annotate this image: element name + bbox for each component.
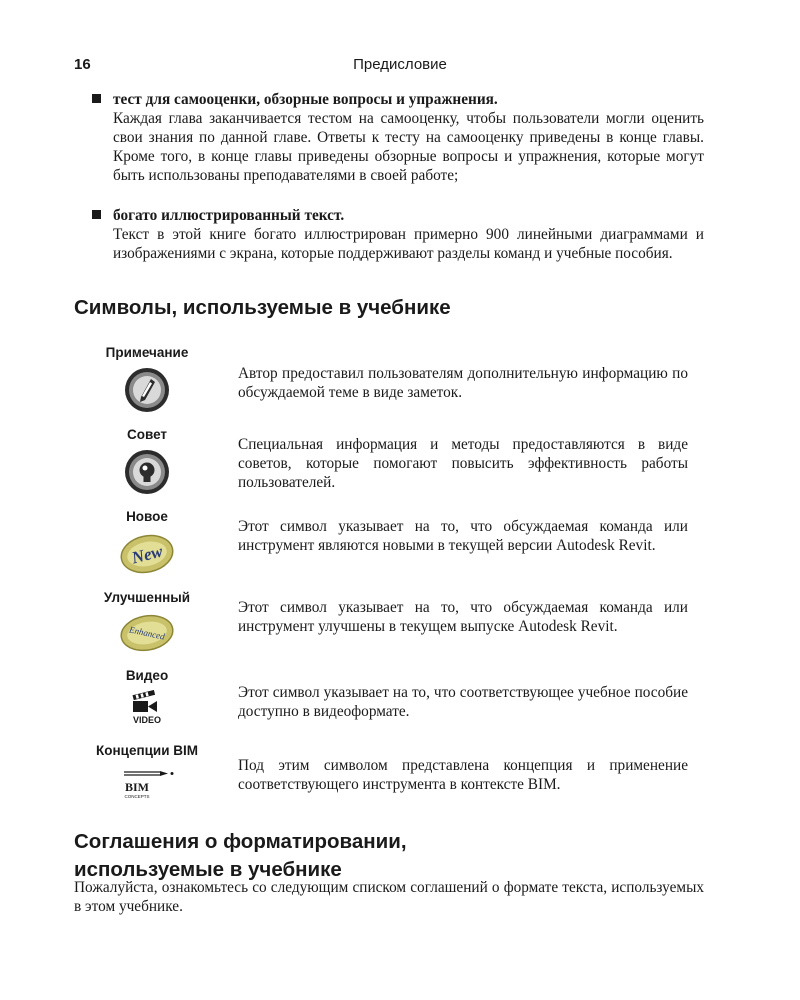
list-item-heading: тест для самооценки, обзорные вопросы и упражнения.	[113, 91, 498, 108]
list-item-text: Каждая глава заканчивается тестом на самооценку, чтобы пользователи могли оценить свои знания по данной главе. Ответы к тесту на самооценку приведены в конце главы. Кроме того, в конце главы приведены обзорные вопросы и упражнения, которые могут быть использованы преподавателями в своей работе;	[113, 110, 704, 184]
symbol-label-note: Примечание	[105, 345, 189, 360]
section-intro: Пожалуйста, ознакомьтесь со следующим списком соглашений о формате текста, используемых в этом учебнике.	[74, 879, 704, 915]
symbol-label-video: Видео	[125, 668, 169, 683]
bim-icon-subtext: CONCEPTS	[124, 794, 150, 799]
symbol-description-bim-concepts: Под этим символом представлена концепция и применение соответствующего инструмента в контексте BIM.	[238, 757, 688, 793]
section-heading: Символы, используемые в учебнике	[74, 296, 451, 319]
symbol-label-bim-concepts: Концепции BIM	[96, 743, 198, 758]
symbol-description-tip: Специальная информация и методы предоставляются в виде советов, которые помогают повысить эффективность работы пользователей.	[238, 436, 688, 491]
enhanced-icon-text: Enhanced	[128, 624, 166, 642]
tip-icon	[124, 449, 170, 495]
symbol-description-note: Автор предоставил пользователям дополнительную информацию по обсуждаемой теме в виде заметок.	[238, 365, 688, 401]
running-title: Предисловие	[353, 56, 447, 73]
list-item	[92, 206, 704, 263]
list-item-heading: богато иллюстрированный текст.	[113, 207, 345, 224]
video-icon-text: VIDEO	[132, 715, 162, 725]
symbol-description-new: Этот символ указывает на то, что обсуждаемая команда или инструмент являются новыми в текущей версии Autodesk Revit.	[238, 518, 688, 554]
square-bullet-icon	[92, 94, 101, 103]
section-heading-line: используемые в учебнике	[74, 858, 342, 881]
square-bullet-icon	[92, 210, 101, 219]
new-icon-text: New	[129, 541, 165, 568]
list-item-text: Текст в этой книге богато иллюстрирован примерно 900 линейными диаграммами и изображениями с экрана, которые поддерживают разделы команд и учебные пособия.	[113, 226, 704, 262]
symbol-label-new: Новое	[126, 509, 168, 524]
new-icon	[118, 532, 176, 576]
page-number: 16	[74, 56, 91, 73]
video-icon	[128, 690, 166, 726]
section-heading-line: Соглашения о форматировании,	[74, 830, 407, 853]
symbol-description-enhanced: Этот символ указывает на то, что обсуждаемая команда или инструмент улучшены в текущем выпуске Autodesk Revit.	[238, 599, 688, 635]
enhanced-icon	[118, 612, 176, 654]
list-item	[92, 90, 704, 185]
section-heading	[74, 828, 574, 884]
symbol-label-tip: Совет	[126, 427, 168, 442]
bim-icon-text: BIM	[125, 780, 149, 794]
note-icon	[124, 367, 170, 413]
symbol-description-video: Этот символ указывает на то, что соответствующее учебное пособие доступно в видеоформате.	[238, 684, 688, 720]
bim-concepts-icon	[120, 768, 178, 802]
symbol-label-enhanced: Улучшенный	[103, 590, 191, 605]
